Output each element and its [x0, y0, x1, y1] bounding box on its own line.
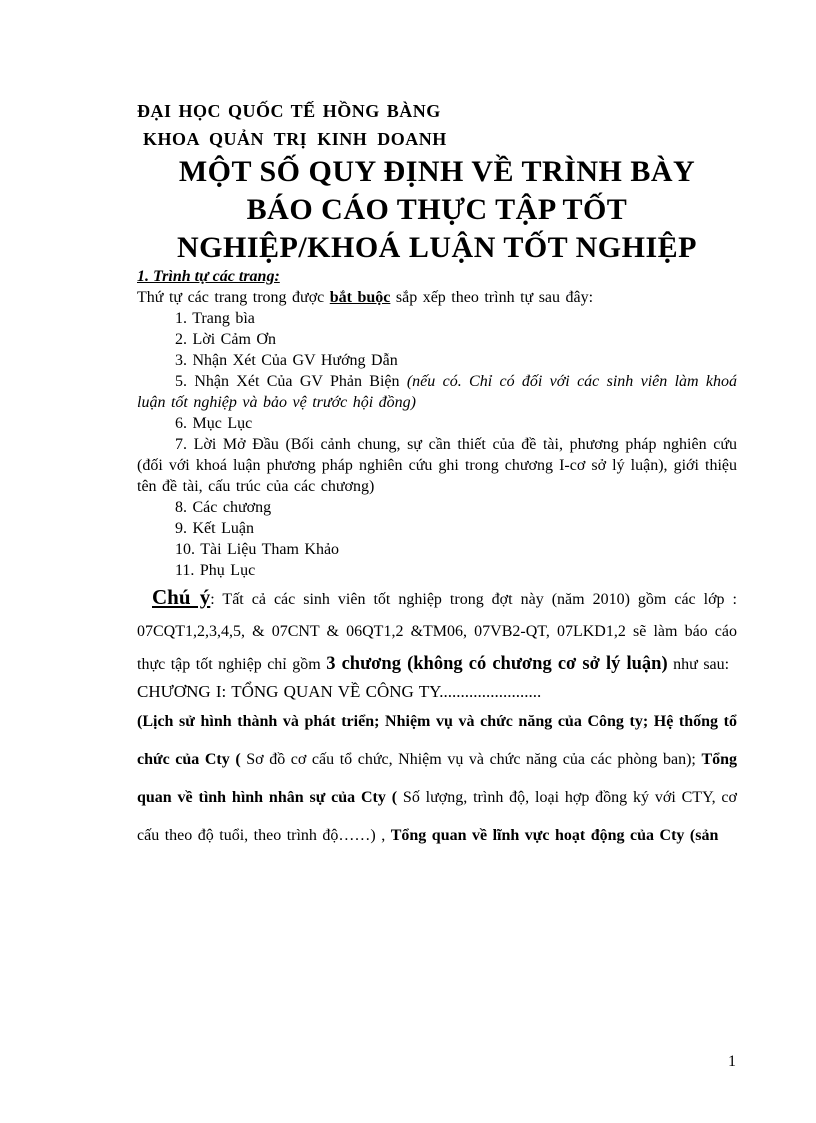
header-faculty-name: KHOA QUẢN TRỊ KINH DOANH [143, 129, 447, 149]
list-item: 5. Nhận Xét Của GV Phản Biện (nếu có. Chỉ có đối với các sinh viên làm khoá luận tốt nghiệp và bảo vệ trước hội đồng) [137, 373, 737, 411]
intro-paragraph: Thứ tự các trang trong được bắt buộc sắp xếp theo trình tự sau đây: [137, 289, 594, 306]
pages-order-list [137, 308, 737, 581]
note-label: Chú ý [152, 585, 211, 609]
chapter1-description: (Lịch sử hình thành và phát triển; Nhiệm vụ và chức năng của Công ty; Hệ thống tổ chức của Cty ( Sơ đồ cơ cấu tổ chức, Nhiệm vụ và chức năng của các phòng ban); Tổng quan về tình hình nhân sự của Cty ( Số lượng, trình độ, loại hợp đồng ký với CTY, cơ cấu theo độ tuổi, theo trình độ……) , Tổng quan về lĩnh vực hoạt động của Cty (sản [137, 713, 738, 844]
list-item: 10. Tài Liệu Tham Khảo [175, 541, 340, 558]
document-title-line1: MỘT SỐ QUY ĐỊNH VỀ TRÌNH BÀY [178, 155, 696, 188]
page-number: 1 [728, 1053, 736, 1070]
list-item: 7. Lời Mở Đầu (Bối cảnh chung, sự cần thiết của đề tài, phương pháp nghiên cứu (đối với khoá luận phương pháp nghiên cứu ghi trong chương I-cơ sở lý luận), giới thiệu tên đề tài, cấu trúc của các chương) [137, 436, 737, 495]
list-item: 9. Kết Luận [175, 520, 254, 537]
list-item: 3. Nhận Xét Của GV Hướng Dẫn [175, 352, 398, 369]
note-text: : Tất cả các sinh viên tốt nghiệp trong đợt này (năm 2010) gồm các lớp : 07CQT1,2,3,4,5, & 07CNT & 06QT1,2 &TM06, 07VB2-QT, 07LKD1,2 sẽ làm báo cáo thực tập tốt nghiệp chỉ gồm 3 chương (không có chương cơ sở lý luận) như sau: [137, 591, 737, 674]
list-item: 2. Lời Cảm Ơn [175, 331, 276, 348]
list-item: 6. Mục Lục [175, 415, 253, 432]
section-heading: 1. Trình tự các trang: [137, 268, 280, 285]
header-university-name: ĐẠI HỌC QUỐC TẾ HỒNG BÀNG [137, 101, 441, 121]
document-title [137, 153, 737, 267]
document-title-line2: BÁO CÁO THỰC TẬP TỐT [246, 193, 628, 226]
note-paragraph [137, 581, 737, 681]
document-title-line3: NGHIỆP/KHOÁ LUẬN TỐT NGHIỆP [177, 231, 697, 264]
list-item: 1. Trang bìa [175, 310, 255, 327]
list-item: 11. Phụ Lục [175, 562, 256, 579]
list-item: 8. Các chương [175, 499, 272, 516]
chapter1-heading: CHƯƠNG I: TỔNG QUAN VỀ CÔNG TY........................ [137, 682, 542, 701]
